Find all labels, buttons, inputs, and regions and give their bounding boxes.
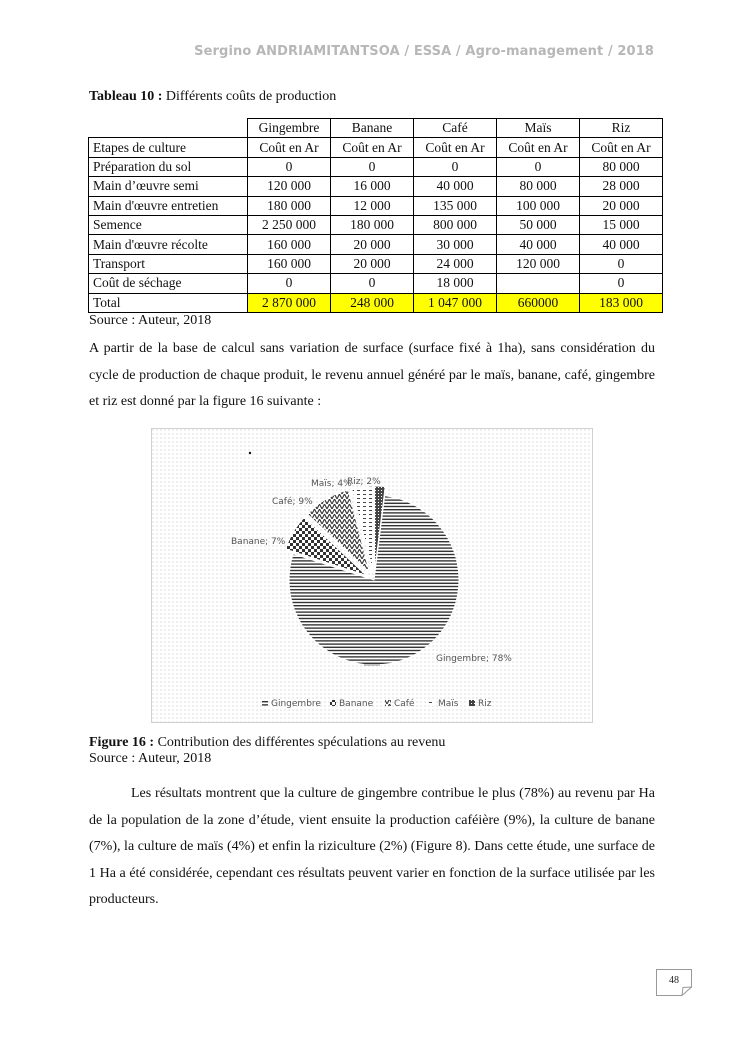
table-cell: 20 000 — [331, 254, 414, 273]
legend-swatch-mais — [429, 700, 435, 706]
table-row — [89, 215, 663, 234]
table-subheader-label: Etapes de culture — [89, 138, 248, 157]
table-cell — [497, 274, 580, 293]
table-cell: 160 000 — [248, 254, 331, 273]
table-row — [89, 235, 663, 254]
table-cell: 135 000 — [414, 196, 497, 215]
page-number-frame — [656, 969, 692, 996]
table-cell: 80 000 — [497, 177, 580, 196]
data-label-mais: Maïs; 4% — [311, 479, 352, 489]
table-cell: 120 000 — [248, 177, 331, 196]
legend-swatch-gingembre — [262, 700, 268, 706]
figure-caption — [89, 735, 445, 751]
table-cell: 2 250 000 — [248, 215, 331, 234]
legend-swatch-riz — [469, 700, 475, 706]
table-row-label: Préparation du sol — [89, 157, 248, 176]
figure-caption-text: Contribution des différentes spéculations au revenu — [154, 735, 446, 750]
table-cell: 40 000 — [414, 177, 497, 196]
table-cell: 12 000 — [331, 196, 414, 215]
data-label-gingembre: Gingembre; 78% — [436, 654, 512, 664]
results-paragraph: Les résultats montrent que la culture de gingembre contribue le plus (78%) au revenu par Ha de la population de la zone d’étude, vient ensuite la production caféière (9%), la culture de banane (7%), la culture de maïs (4%) et enfin la riziculture (2%) (Figure 8). Dans cette étude, une surface de 1 Ha a été considérée, cependant ces résultats peuvent varier en fonction de la surface utilisée par les producteurs. — [89, 786, 655, 907]
table-cell: 50 000 — [497, 215, 580, 234]
table-caption-text: Différents coûts de production — [162, 89, 337, 104]
legend-label-banane: Banane — [339, 699, 374, 709]
table-cell: 0 — [331, 274, 414, 293]
table-cell: 20 000 — [580, 196, 663, 215]
table-caption — [89, 89, 336, 105]
table-cell: 0 — [248, 157, 331, 176]
page-number: 48 — [669, 975, 679, 986]
table-row — [89, 254, 663, 273]
legend-swatch-banane — [330, 700, 336, 706]
table-cell: 28 000 — [580, 177, 663, 196]
table-cell: 800 000 — [414, 215, 497, 234]
figure-16 — [151, 428, 593, 723]
table-cell: 0 — [414, 157, 497, 176]
table-cell: 20 000 — [331, 235, 414, 254]
legend-label-cafe: Café — [394, 699, 415, 709]
table-row — [89, 157, 663, 176]
table-row — [89, 177, 663, 196]
table-cell: 16 000 — [331, 177, 414, 196]
table-cell: 100 000 — [497, 196, 580, 215]
table-row — [89, 196, 663, 215]
table-header-row — [89, 119, 663, 138]
table-cell: 180 000 — [331, 215, 414, 234]
table-cell: 0 — [497, 157, 580, 176]
legend-label-gingembre: Gingembre — [271, 699, 321, 709]
chart-dot-mark — [249, 452, 251, 454]
table-total-cell: 2 870 000 — [248, 293, 331, 312]
table-unit-cell: Coût en Ar — [248, 138, 331, 157]
cost-table — [88, 118, 663, 313]
table-header-cell: Café — [414, 119, 497, 138]
table-corner-cell — [89, 119, 248, 138]
table-cell: 0 — [248, 274, 331, 293]
table-source: Source : Auteur, 2018 — [89, 313, 212, 328]
table-cell: 40 000 — [580, 235, 663, 254]
figure-source: Source : Auteur, 2018 — [89, 751, 212, 766]
table-row-label: Coût de séchage — [89, 274, 248, 293]
table-total-cell: 1 047 000 — [414, 293, 497, 312]
table-unit-cell: Coût en Ar — [580, 138, 663, 157]
table-total-label: Total — [89, 293, 248, 312]
table-header-cell: Gingembre — [248, 119, 331, 138]
table-cell: 0 — [580, 254, 663, 273]
table-total-cell: 660000 — [497, 293, 580, 312]
table-cell: 180 000 — [248, 196, 331, 215]
table-unit-cell: Coût en Ar — [414, 138, 497, 157]
page-number-box — [656, 969, 692, 996]
table-cell: 0 — [331, 157, 414, 176]
data-label-banane: Banane; 7% — [231, 537, 286, 547]
table-cell: 160 000 — [248, 235, 331, 254]
table-cell: 80 000 — [580, 157, 663, 176]
table-cell: 40 000 — [497, 235, 580, 254]
legend-swatch-cafe — [385, 700, 391, 706]
figure-caption-label: Figure 16 : — [89, 735, 155, 750]
table-subheader-row — [89, 138, 663, 157]
table-caption-label: Tableau 10 : — [89, 89, 163, 104]
table-header-cell: Riz — [580, 119, 663, 138]
table-cell: 0 — [580, 274, 663, 293]
table-cell: 120 000 — [497, 254, 580, 273]
legend-label-mais: Maïs — [438, 699, 459, 709]
table-cell: 18 000 — [414, 274, 497, 293]
table-row-label: Transport — [89, 254, 248, 273]
table-total-row — [89, 293, 663, 312]
intro-paragraph: A partir de la base de calcul sans variation de surface (surface fixé à 1ha), sans considération du cycle de production de chaque produit, le revenu annuel généré par le maïs, banane, café, gingembre et riz est donné par la figure 16 suivante : — [89, 341, 655, 409]
legend-label-riz: Riz — [478, 699, 492, 709]
chart-background — [152, 429, 592, 722]
table-row — [89, 274, 663, 293]
pie-chart — [152, 429, 592, 722]
table-row-label: Main d'œuvre entretien — [89, 196, 248, 215]
data-label-cafe: Café; 9% — [272, 497, 313, 507]
table-row-label: Main d'œuvre récolte — [89, 235, 248, 254]
running-header: Sergino ANDRIAMITANTSOA / ESSA / Agro-management / 2018 — [194, 44, 654, 59]
table-total-cell: 248 000 — [331, 293, 414, 312]
data-label-riz: Riz; 2% — [347, 477, 381, 487]
table-cell: 24 000 — [414, 254, 497, 273]
table-cell: 30 000 — [414, 235, 497, 254]
table-header-cell: Banane — [331, 119, 414, 138]
table-cell: 15 000 — [580, 215, 663, 234]
table-row-label: Main d’œuvre semi — [89, 177, 248, 196]
table-total-cell: 183 000 — [580, 293, 663, 312]
table-row-label: Semence — [89, 215, 248, 234]
table-header-cell: Maïs — [497, 119, 580, 138]
table-unit-cell: Coût en Ar — [331, 138, 414, 157]
table-unit-cell: Coût en Ar — [497, 138, 580, 157]
